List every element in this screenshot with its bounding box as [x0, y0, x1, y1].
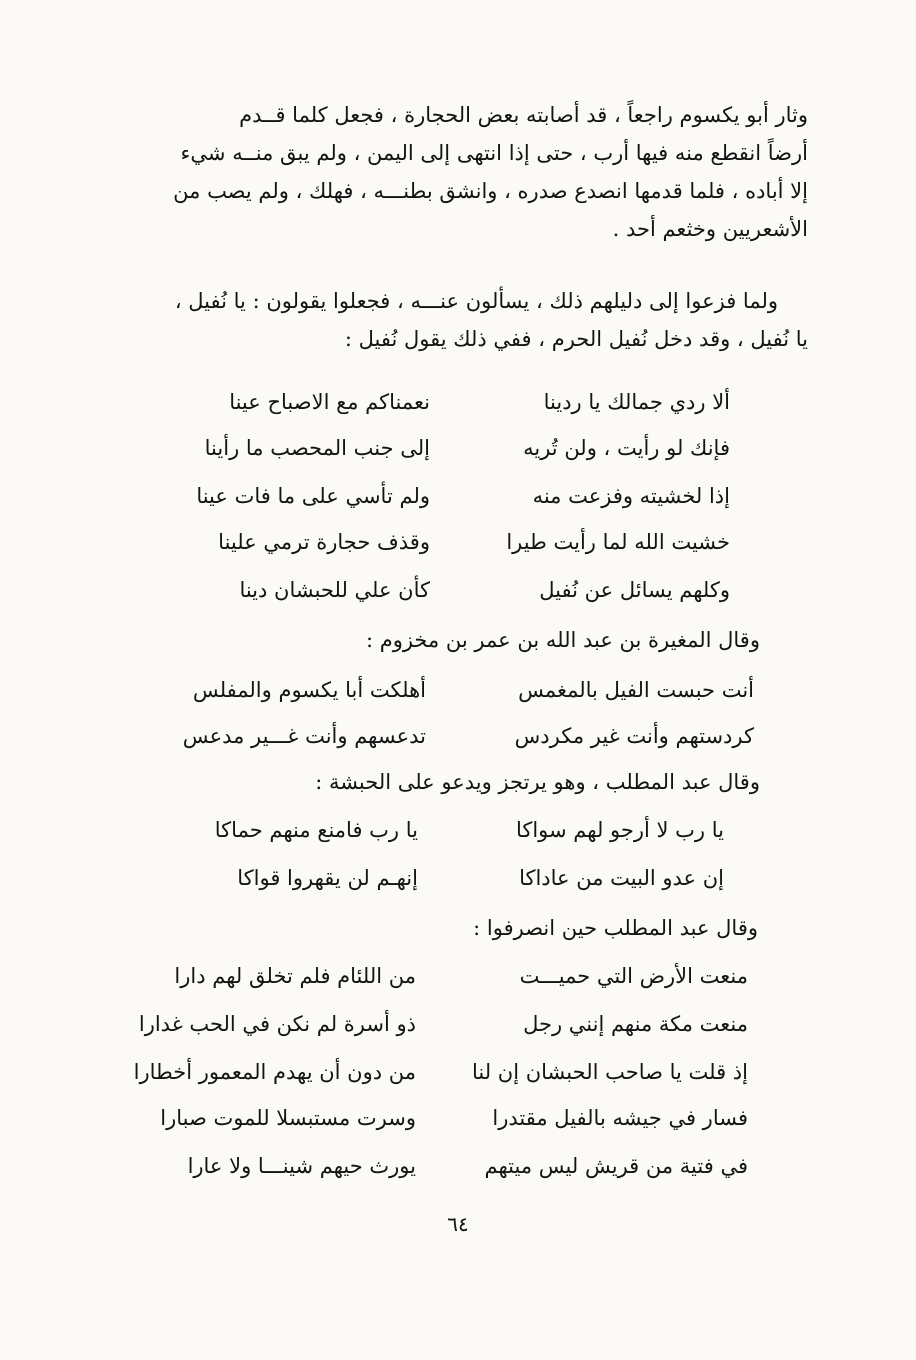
- hemistich-left: أهلكت أبا يكسوم والمفلس: [192, 678, 426, 702]
- hemistich-left: يورث حيهم شينـــا ولا عارا: [187, 1154, 416, 1178]
- poem-2-intro: وقال المغيرة بن عبد الله بن عمر بن مخزوم :: [365, 628, 760, 652]
- hemistich-left: يا رب فامنع منهم حماكا: [214, 818, 418, 842]
- hemistich-left: من اللئام فلم تخلق لهم دارا: [174, 964, 416, 988]
- text-line: وثار أبو يكسوم راجعاً ، قد أصابته بعض الحجارة ، فجعل كلما قــدم: [239, 103, 808, 127]
- text-line: إلا أباده ، فلما قدمها انصدع صدره ، وانشق بطنـــه ، فهلك ، ولم يصب من: [173, 179, 808, 203]
- hemistich-left: ولم تأسي على ما فات عينا: [196, 484, 430, 508]
- hemistich-right: إذ قلت يا صاحب الحبشان إن لنا: [472, 1060, 748, 1084]
- hemistich-right: إن عدو البيت من عاداكا: [519, 866, 724, 890]
- poem-3-intro: وقال عبد المطلب ، وهو يرتجز ويدعو على الحبشة :: [315, 770, 760, 794]
- paragraph-1: [136, 96, 808, 248]
- hemistich-right: منعت مكة منهم إنني رجل: [523, 1012, 748, 1036]
- hemistich-right: أنت حبست الفيل بالمغمس: [518, 678, 754, 702]
- hemistich-left: إنهـم لن يقهروا قواكا: [237, 866, 418, 890]
- poem-4-intro: وقال عبد المطلب حين انصرفوا :: [473, 916, 758, 940]
- hemistich-left: ذو أسرة لم نكن في الحب غدارا: [138, 1012, 416, 1036]
- hemistich-left: إلى جنب المحصب ما رأينا: [204, 436, 430, 460]
- text-line: أرضاً انقطع منه فيها أرب ، حتى إذا انتهى إلى اليمن ، ولم يبق منــه شيء: [180, 141, 808, 165]
- hemistich-right: وكلهم يسائل عن نُفيل: [539, 578, 730, 602]
- hemistich-right: إذا لخشيته وفزعت منه: [532, 484, 730, 508]
- hemistich-left: تدعسهم وأنت غـــير مدعس: [182, 724, 426, 748]
- hemistich-right: يا رب لا أرجو لهم سواكا: [515, 818, 724, 842]
- hemistich-left: وسرت مستبسلا للموت صبارا: [160, 1106, 416, 1130]
- hemistich-left: وقذف حجارة ترمي علينا: [218, 530, 430, 554]
- hemistich-left: كأن علي للحبشان دينا: [239, 578, 430, 602]
- text-line: يا نُفيل ، وقد دخل نُفيل الحرم ، ففي ذلك يقول نُفيل :: [344, 327, 808, 351]
- text-line: الأشعريين وخثعم أحد .: [612, 217, 808, 241]
- hemistich-right: في فتية من قريش ليس ميتهم: [484, 1154, 748, 1178]
- hemistich-left: من دون أن يهدم المعمور أخطارا: [133, 1060, 416, 1084]
- paragraph-2: [136, 282, 808, 358]
- hemistich-right: خشيت الله لما رأيت طيرا: [506, 530, 730, 554]
- hemistich-right: فسار في جيشه بالفيل مقتدرا: [492, 1106, 748, 1130]
- hemistich-left: نعمناكم مع الاصباح عينا: [229, 390, 430, 414]
- hemistich-right: فإنك لو رأيت ، ولن تُريه: [523, 436, 730, 460]
- hemistich-right: كردستهم وأنت غير مكردس: [514, 724, 754, 748]
- hemistich-right: منعت الأرض التي حميـــت: [519, 964, 748, 988]
- hemistich-right: ألا ردي جمالك يا ردينا: [543, 390, 730, 414]
- page-number: ٦٤: [447, 1212, 469, 1236]
- text-line: ولما فزعوا إلى دليلهم ذلك ، يسألون عنـــه ، فجعلوا يقولون : يا نُفيل ،: [174, 289, 778, 313]
